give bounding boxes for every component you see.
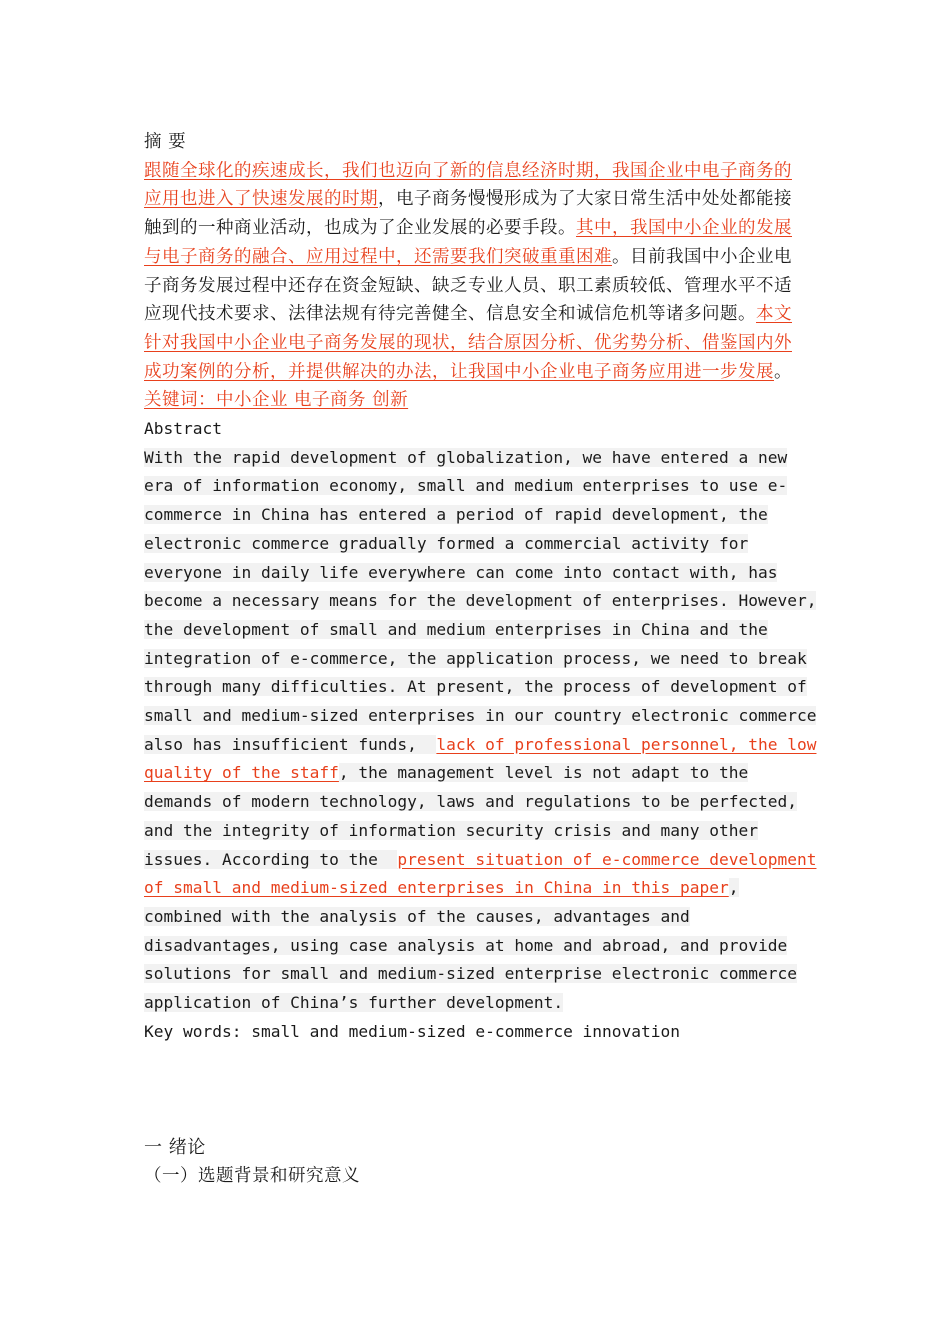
chapter-title: 一 绪论 [144, 1136, 206, 1158]
abstract-line: With the rapid development of globalization, we have entered a new [144, 447, 788, 467]
chapter-start [144, 1133, 806, 1191]
highlight-text: 跟随全球化的疾速成长，我们也迈向了新的信息经济时期，我国企业中电子商务的应用也进入了快速发展的时期 [144, 160, 792, 210]
highlight-text: lack of professional personnel, the low [436, 734, 817, 754]
body-text: , the management level is not adapt to the [338, 763, 749, 783]
body-text: issues. According to the [144, 849, 398, 869]
abstract-paragraph-cn [144, 157, 806, 387]
abstract-heading-en: Abstract [144, 419, 222, 439]
abstract-line: and the integrity of information security crisis and many other [144, 820, 758, 840]
body-text: , [728, 878, 739, 898]
body-text: 。 [774, 361, 792, 382]
abstract-line [144, 731, 817, 760]
abstract-line: small and medium-sized enterprises in our country electronic commerce [144, 706, 817, 726]
english-abstract [144, 415, 817, 1046]
abstract-line: electronic commerce gradually formed a commercial activity for [144, 533, 749, 553]
body-text: 。目前我国中小企业电子商务发展过程中还存在资金短缺、缺乏专业人员、职工素质较低、管理水平不适应现代技术要求、法律法规有待完善健全、信息安全和诚信危机等诸多问题。 [144, 246, 792, 325]
body-text: ，电子商务慢慢形成为了大家日常生活中处处都能接触到的一种商业活动，也成为了企业发展的必要手段。 [144, 189, 792, 239]
chinese-abstract [144, 128, 806, 415]
section-title: （一）选题背景和研究意义 [144, 1165, 360, 1186]
abstract-line: solutions for small and medium-sized enterprise electronic commerce [144, 964, 797, 984]
highlight-text: quality of the staff [144, 763, 339, 783]
abstract-line: become a necessary means for the development of enterprises. However, [144, 591, 817, 611]
abstract-heading-cn: 摘 要 [144, 132, 187, 152]
abstract-line: application of China’s further development. [144, 993, 564, 1013]
keywords-cn-text: 关键词：中小企业 电子商务 创新 [144, 390, 409, 411]
highlight-text: present situation of e-commerce development [397, 849, 817, 869]
keywords-cn [144, 386, 806, 415]
abstract-line: through many difficulties. At present, the process of development of [144, 677, 807, 697]
abstract-line: demands of modern technology, laws and regulations to be perfected, [144, 792, 797, 812]
body-text: also has insufficient funds, [144, 734, 437, 754]
abstract-line [144, 874, 806, 903]
highlight-text: 本文针对我国中小企业电子商务发展的现状，结合原因分析、优劣势分析、借鉴国内外成功案例的分析，并提供解决的办法，让我国中小企业电子商务应用进一步发展 [144, 304, 792, 382]
abstract-line: combined with the analysis of the causes, advantages and [144, 906, 690, 926]
abstract-line: era of information economy, small and medium enterprises to use e- [144, 476, 788, 496]
document-page [144, 128, 817, 1190]
abstract-line [144, 846, 817, 875]
abstract-line: commerce in China has entered a period of rapid development, the [144, 505, 768, 525]
abstract-line: the development of small and medium enterprises in China and the [144, 619, 768, 639]
highlight-text: of small and medium-sized enterprises in China in this paper [144, 878, 729, 898]
keywords-en: Key words: small and medium-sized e-commerce innovation [144, 1021, 681, 1041]
abstract-line: integration of e-commerce, the application process, we need to break [144, 648, 807, 668]
spacer [144, 1047, 806, 1133]
highlight-text: 其中，我国中小企业的发展与电子商务的融合、应用过程中，还需要我们突破重重困难 [144, 218, 792, 267]
abstract-line: everyone in daily life everywhere can come into contact with, has [144, 562, 778, 582]
abstract-line: disadvantages, using case analysis at home and abroad, and provide [144, 935, 788, 955]
abstract-line [144, 759, 806, 788]
